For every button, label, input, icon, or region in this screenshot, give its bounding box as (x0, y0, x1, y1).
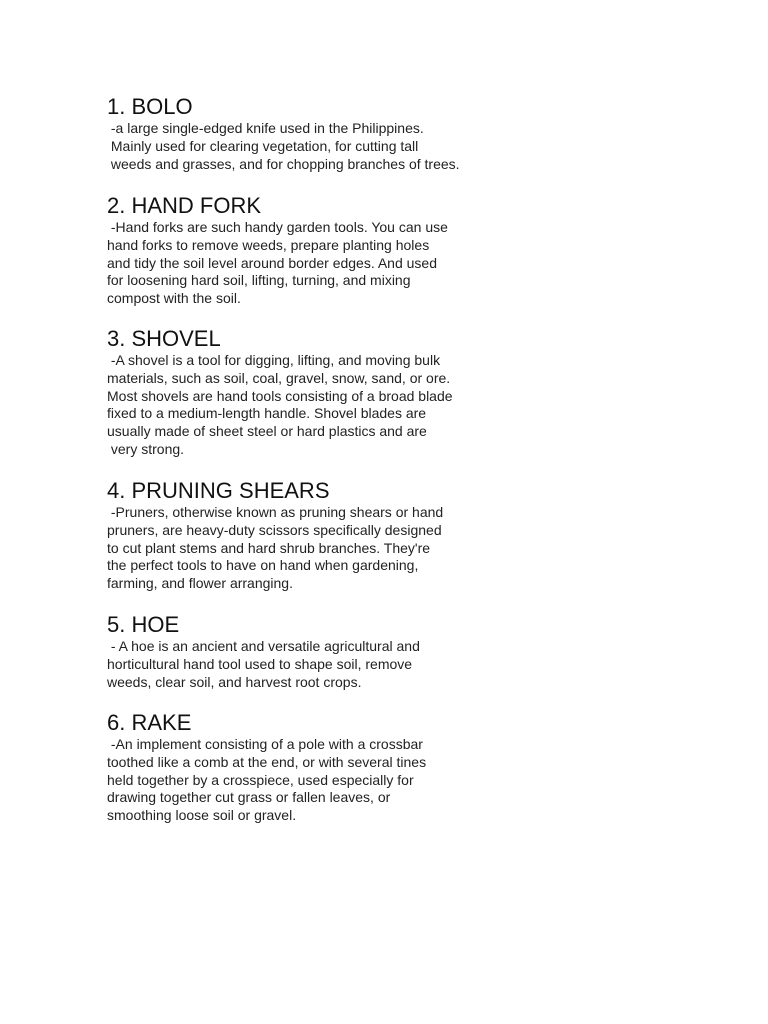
tool-heading: 5. HOE (107, 612, 180, 637)
description-line: pruners, are heavy-duty scissors specifically designed (107, 521, 442, 538)
tool-entry-bolo (107, 94, 497, 173)
tool-description (107, 120, 497, 173)
description-line: usually made of sheet steel or hard plastics and are (107, 423, 427, 440)
description-line: Mainly used for clearing vegetation, for cutting tall (107, 137, 419, 154)
description-line: Most shovels are hand tools consisting of a broad blade (107, 387, 453, 404)
description-line: - A hoe is an ancient and versatile agricultural and (107, 638, 420, 654)
description-line: hand forks to remove weeds, prepare planting holes (107, 236, 430, 253)
description-line: for loosening hard soil, lifting, turning, and mixing (107, 272, 411, 289)
tool-description (107, 736, 497, 825)
tool-entry-shovel (107, 326, 497, 459)
tool-entry-pruning-shears (107, 478, 497, 593)
description-line: held together by a crosspiece, used especially for (107, 771, 414, 788)
tool-heading: 1. BOLO (107, 94, 193, 119)
tool-description (107, 219, 497, 308)
tool-description (107, 504, 497, 593)
description-line: materials, such as soil, coal, gravel, snow, sand, or ore. (107, 369, 451, 386)
tool-heading: 2. HAND FORK (107, 193, 262, 218)
tool-heading: 6. RAKE (107, 710, 192, 735)
description-line: horticultural hand tool used to shape soil, remove (107, 655, 413, 672)
description-line: fixed to a medium-length handle. Shovel blades are (107, 405, 427, 422)
description-line: -Hand forks are such handy garden tools. You can use (107, 219, 448, 235)
description-line: very strong. (107, 440, 185, 457)
description-line: smoothing loose soil or gravel. (107, 807, 297, 824)
tool-entry-hoe (107, 612, 497, 691)
tool-entry-hand-fork (107, 193, 497, 308)
description-line: -An implement consisting of a pole with a crossbar (107, 736, 423, 752)
description-line: farming, and flower arranging. (107, 575, 293, 592)
description-line: the perfect tools to have on hand when gardening, (107, 557, 419, 574)
description-line: toothed like a comb at the end, or with several tines (107, 753, 427, 770)
description-line: -Pruners, otherwise known as pruning shears or hand (107, 504, 444, 520)
tool-entry-rake (107, 710, 497, 825)
description-line: weeds, clear soil, and harvest root crops. (107, 673, 362, 690)
tool-description (107, 352, 497, 459)
tool-description (107, 638, 497, 691)
tool-heading: 3. SHOVEL (107, 326, 221, 351)
description-line: drawing together cut grass or fallen leaves, or (107, 789, 391, 806)
description-line: weeds and grasses, and for chopping branches of trees. (107, 155, 460, 172)
description-line: to cut plant stems and hard shrub branches. They're (107, 539, 431, 556)
description-line: -A shovel is a tool for digging, lifting, and moving bulk (107, 352, 441, 368)
description-line: and tidy the soil level around border edges. And used (107, 254, 438, 271)
description-line: -a large single-edged knife used in the Philippines. (107, 120, 424, 136)
tool-heading: 4. PRUNING SHEARS (107, 478, 330, 503)
description-line: compost with the soil. (107, 290, 241, 307)
